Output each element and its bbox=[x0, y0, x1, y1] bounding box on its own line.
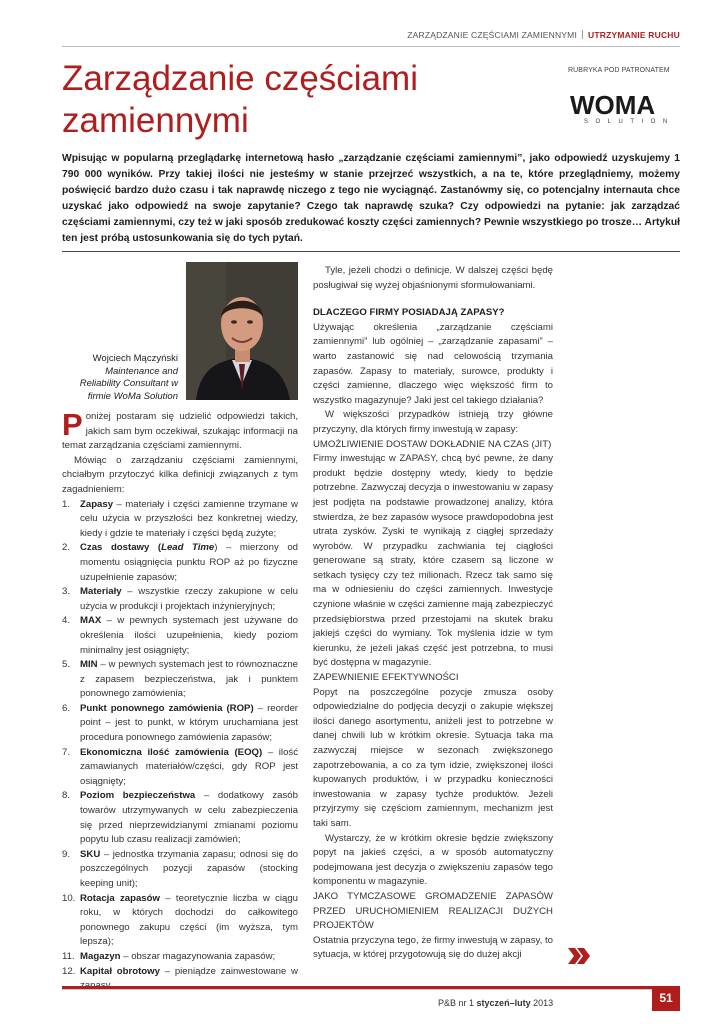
list-item-term: Magazyn bbox=[80, 950, 121, 962]
footer-rule-gray bbox=[62, 989, 652, 990]
woma-logo bbox=[570, 92, 682, 128]
sponsor-label: RUBRYKA POD PATRONATEM bbox=[568, 67, 670, 74]
list-item-text: ) – mierzony od momentu osiągnięcia punktu ROP aż po fizyczne uzupełnienie zapasów; bbox=[80, 542, 298, 583]
list-item bbox=[62, 702, 298, 746]
list-item-term: MIN bbox=[80, 659, 98, 671]
list-item-number: 3. bbox=[62, 586, 71, 598]
list-item-number: 9. bbox=[62, 848, 71, 860]
header-rule bbox=[62, 46, 680, 47]
list-item-number: 1. bbox=[62, 498, 71, 510]
list-item bbox=[62, 892, 298, 950]
list-item-number: 7. bbox=[62, 746, 71, 758]
list-item-text: – wszystkie rzeczy zakupione w celu użycia w produkcji i projektach inżynieryjnych; bbox=[80, 586, 298, 612]
list-item-text: – materiały i części zamienne trzymane w celu użycia w przyszłości bez konkretnej wiedzy, kiedy i gdzie te materiały i części będą zużyte; bbox=[80, 498, 298, 539]
lead-paragraph: Wpisując w popularną przeglądarkę internetową hasło „zarządzanie częściami zamiennymi”, jako odpowiedź uzyskujemy 1 790 000 wyników. Przy takiej ilości nie jesteśmy w stanie przejrzeć wszystkich, a na te, które przeglądniemy, możemy poświęcić bardzo dużo czasu i tak naprawdę niczego z tego nie wyciągnąć. Zastanówmy się, co potencjalny internauta chce uzyskać jako odpowiedź na swoje zapytanie? Czego tak naprawdę szuka? Czy odpowiedzi na pytanie: jak zarządzać częściami zamiennymi, czy też w jaki sposób zredukować koszty części zamiennych? Pewnie wszystkiego po trosze… Artykuł ten jest próbą ustosunkowania się do tych pytań. bbox=[62, 153, 680, 244]
body-paragraph: Wystarczy, że w krótkim okresie będzie zwiększony popyt na jakieś części, a w sposób automatyczny podejmowana jest decyzja o zwiększeniu zapasów tego komponentu w magazynie. bbox=[313, 832, 553, 888]
footer-issue: styczeń–luty bbox=[476, 998, 531, 1008]
list-item bbox=[62, 950, 298, 965]
list-item-text: – teoretycznie liczba w ciągu roku, w których dochodzi do całkowitego ponownego zakupu części (im wyższa, tym lepsza); bbox=[80, 892, 299, 948]
list-item-term: Kapitał obrotowy bbox=[80, 965, 160, 977]
definitions-list bbox=[62, 498, 298, 994]
body-paragraph: W większości przypadków istnieją trzy główne przyczyny, dla których firmy inwestują w zapasy: bbox=[313, 409, 553, 435]
list-item-italic: Lead Time bbox=[161, 542, 215, 554]
list-item-number: 4. bbox=[62, 615, 71, 627]
logo-subtitle: SOLUTION bbox=[584, 119, 675, 125]
list-item-number: 12. bbox=[62, 965, 76, 977]
list-item bbox=[62, 848, 298, 892]
header-category: UTRZYMANIE RUCHU bbox=[588, 30, 680, 40]
list-item-number: 2. bbox=[62, 542, 71, 554]
subheading: ZAPEWNIENIE EFEKTYWNOŚCI bbox=[313, 672, 459, 684]
continue-arrow-icon bbox=[567, 946, 591, 966]
header-separator bbox=[582, 30, 583, 39]
author-byline bbox=[62, 353, 178, 403]
footer-citation bbox=[438, 998, 553, 1008]
list-item-term: Ekonomiczna ilość zamówienia (EOQ) bbox=[80, 746, 263, 758]
list-item-term: Materiały bbox=[80, 586, 122, 598]
page-number: 51 bbox=[652, 986, 680, 1011]
section-heading: DLACZEGO FIRMY POSIADAJĄ ZAPASY? bbox=[313, 307, 505, 319]
running-header bbox=[407, 30, 680, 40]
list-item bbox=[62, 614, 298, 658]
definitions-intro: Mówiąc o zarządzaniu częściami zamiennymi, chciałbym przytoczyć kilka definicji związanych z tym zagadnieniem: bbox=[62, 454, 298, 495]
list-item-term: Rotacja zapasów bbox=[80, 892, 160, 904]
list-item bbox=[62, 498, 298, 542]
list-item-number: 10. bbox=[62, 892, 76, 904]
body-paragraph: Firmy inwestując w ZAPASY, chcą być pewne, że dany produkt będzie dostępny wtedy, kiedy to będzie potrzebne. Zazwyczaj decyzja o inwestowaniu w zapasy jest podjęta na podstawie prowadzonej analizy, która stwierdza, że bez zapasów wysoce prawdopodobna jest utrata zysków. Zyski te wynikają z ciągłej sprzedaży wyrobów. W przypadku zachwiania tej ciągłości generowane są straty, które czasem są liczone w setkach tysięcy czy też milionach. Rzecz tak samo się ma w odniesieniu do części zamiennych. Inwestycje czynione właśnie w części zamienne mają zabezpieczyć przedsiębiorstwa przed przestojami na skutek braku jakiejś części do wymiany. Tok myślenia idzie w tym kierunku, że jeżeli jakaś część jest potrzebna, to musi być dostępna w magazynie. bbox=[313, 453, 553, 669]
list-item bbox=[62, 541, 298, 585]
article-title: Zarządzanie częściami zamiennymi bbox=[62, 59, 418, 140]
list-item-text: – w pewnych systemach jest używane do określenia ilości uzupełnienia, kiedy poziom minimalny jest osiągnięty; bbox=[80, 615, 298, 656]
list-item-number: 5. bbox=[62, 659, 71, 671]
list-item bbox=[62, 746, 298, 790]
list-item-number: 6. bbox=[62, 702, 71, 714]
footer-year: 2013 bbox=[533, 998, 554, 1008]
list-item-term: Czas dostawy ( bbox=[80, 542, 162, 554]
list-item-term: Poziom bezpieczeństwa bbox=[80, 790, 196, 802]
list-item bbox=[62, 585, 298, 614]
author-name: Wojciech Mączyński bbox=[92, 353, 178, 364]
footer-magazine: P&B nr 1 bbox=[438, 998, 475, 1008]
list-item-text: – dodatkowy zasób towarów utrzymywanych w celu zabezpieczenia się przed nieprzewidzianymi zmianami poziomu popytu lub czasu realizacji zamówień; bbox=[80, 790, 298, 846]
list-item-term: Punkt ponownego zamówienia (ROP) bbox=[80, 702, 254, 714]
list-item-text: – pieniądze zainwestowane w bbox=[164, 965, 298, 977]
list-item-number: 11. bbox=[62, 950, 75, 962]
body-paragraph: Popyt na poszczególne pozycje zmusza osoby odpowiedzialne do podjęcia decyzji o zakupie większej ilości danego asortymentu, aniżeli jest to potrzebne w danej chwili lub w krótkim okresie. Sytuacja taka ma zazwyczaj miejsce w sezonach zwiększonego zapotrzebowania, a co za tym idzie, zwiększonej ilości kupowanych produktów, i w przypadku konieczności inwestowania w zapasy tychże produktów. Jeżeli przyjrzymy się częściom zamiennym, mechanizm jest taki sam. bbox=[313, 686, 553, 829]
intro-text: oniżej postaram się udzielić odpowiedzi takich, jakich sam bym oczekiwał, szukając informacji na temat zarządzania częściami zamiennymi. bbox=[62, 411, 298, 452]
list-item bbox=[62, 789, 298, 847]
body-paragraph: Tyle, jeżeli chodzi o definicje. W dalszej części będę posługiwał się wyżej objaśnionymi sformułowaniami. bbox=[313, 265, 553, 291]
list-item-text: – obszar magazynowania zapasów; bbox=[120, 950, 276, 962]
lead-rule bbox=[62, 251, 680, 252]
list-item-text: – ilość zamawianych materiałów/części, gdy ROP jest osiągnięty; bbox=[80, 746, 298, 787]
logo-word: WOMA bbox=[570, 90, 656, 120]
list-item-term: Zapasy bbox=[80, 498, 114, 510]
left-column bbox=[62, 407, 299, 994]
author-role: Maintenance and Reliability Consultant w firmie WoMa Solution bbox=[79, 365, 178, 402]
list-item-text: – reorder point – jest to punkt, w którym uruchamiana jest procedura ponownego zamówienia zapasów; bbox=[80, 702, 298, 744]
dropcap: P bbox=[62, 407, 83, 442]
list-item-text: – jednostka trzymania zapasu; odnosi się do poszczególnych pozycji zapasów (stocking keeping unit); bbox=[80, 848, 298, 889]
list-item bbox=[62, 658, 298, 702]
list-item-text: – w pewnych systemach jest to równoznaczne z zapasem bezpieczeństwa, jak i punktem ponownego zamówienia; bbox=[80, 659, 298, 700]
list-item-term: SKU bbox=[80, 848, 101, 860]
body-paragraph: Używając określenia „zarządzanie częściami zamiennymi” lub ogólniej – „zarządzanie zapasami” – warto zastanowić się nad celowością trzymania zapasów. Zapasy to materiały, surowce, produkty i części zamienne, dlaczego więc większość firm to wszystko magazynuje? Jaki jest cel takiego działania? bbox=[313, 321, 553, 406]
subheading: JAKO TYMCZASOWE GROMADZENIE ZAPASÓW PRZED URUCHOMIENIEM REALIZACJI DUŻYCH PROJEKTÓW bbox=[313, 890, 553, 932]
author-photo bbox=[186, 262, 298, 400]
subheading: UMOŻLIWIENIE DOSTAW DOKŁADNIE NA CZAS (JIT) bbox=[313, 438, 552, 450]
body-paragraph: Ostatnia przyczyna tego, że firmy inwestują w zapasy, to sytuacja, w której przygotowują się do dużej akcji bbox=[313, 934, 553, 961]
list-item-term: MAX bbox=[80, 615, 102, 627]
list-item-number: 8. bbox=[62, 790, 71, 802]
right-column bbox=[313, 264, 553, 963]
header-section: ZARZĄDZANIE CZĘŚCIAMI ZAMIENNYMI bbox=[407, 30, 578, 40]
